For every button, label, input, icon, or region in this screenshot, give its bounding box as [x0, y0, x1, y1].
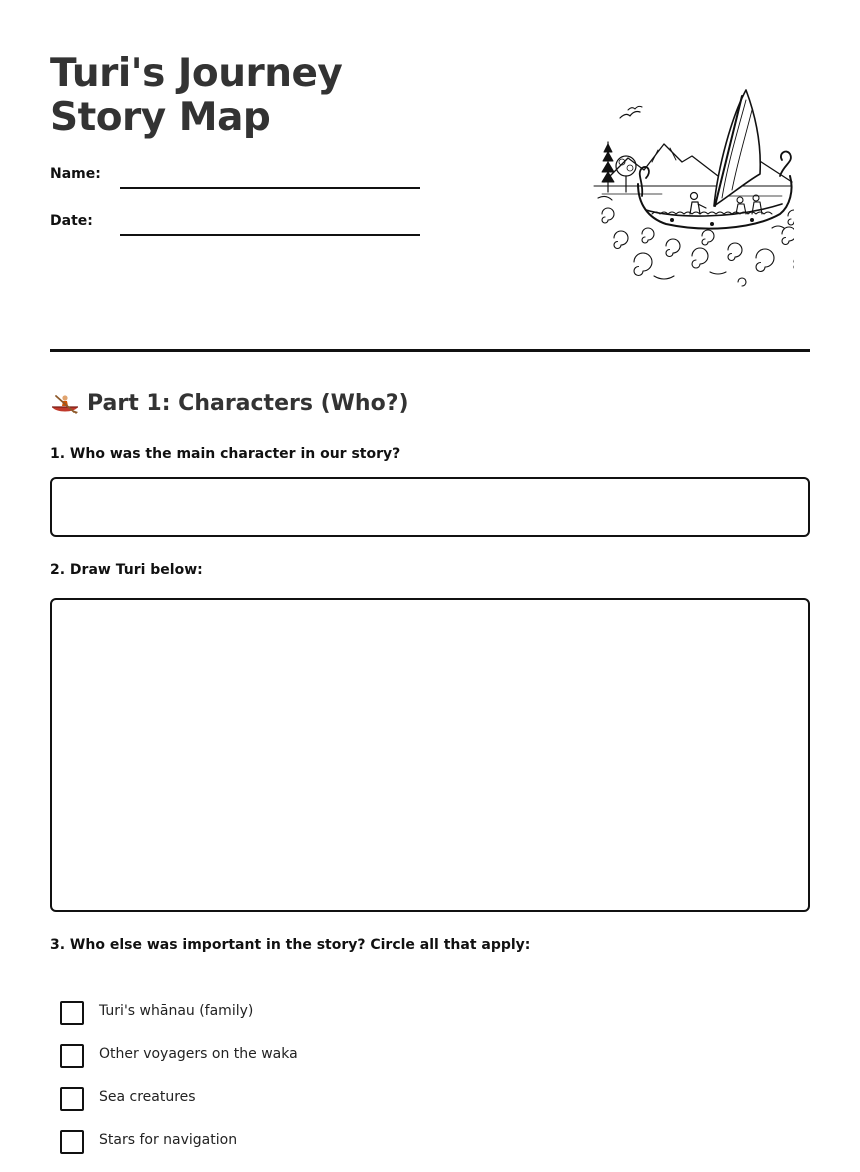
answer-box-main-character[interactable] — [50, 477, 810, 537]
checkbox[interactable] — [60, 1130, 84, 1154]
option-label: Stars for navigation — [99, 1132, 238, 1148]
part1-heading-text: Part 1: Characters (Who?) — [87, 391, 409, 416]
drawing-box-turi[interactable] — [50, 598, 810, 912]
date-field[interactable] — [50, 211, 420, 235]
name-label: Name: — [50, 166, 101, 182]
option-item[interactable] — [60, 1043, 760, 1086]
option-label: Sea creatures — [99, 1089, 196, 1105]
option-item[interactable] — [60, 1000, 760, 1043]
worksheet-page — [50, 0, 810, 1161]
checkbox[interactable] — [60, 1001, 84, 1025]
waka-illustration — [542, 86, 794, 294]
option-item[interactable] — [60, 1129, 760, 1172]
option-item[interactable] — [60, 1086, 760, 1129]
option-label: Turi's whānau (family) — [99, 1003, 254, 1019]
question-1: 1. Who was the main character in our story? — [50, 446, 401, 462]
part1-heading — [50, 390, 409, 418]
question-2: 2. Draw Turi below: — [50, 562, 203, 578]
date-label: Date: — [50, 213, 93, 229]
page-title: Turi's Journey Story Map — [50, 51, 343, 140]
name-field[interactable] — [50, 164, 420, 188]
checkbox[interactable] — [60, 1044, 84, 1068]
date-line[interactable] — [120, 234, 420, 236]
name-line[interactable] — [120, 187, 420, 189]
option-list — [60, 1000, 760, 1172]
section-divider — [50, 349, 810, 352]
canoe-icon — [50, 392, 80, 416]
option-label: Other voyagers on the waka — [99, 1046, 298, 1062]
checkbox[interactable] — [60, 1087, 84, 1111]
question-3: 3. Who else was important in the story? Circle all that apply: — [50, 937, 531, 953]
